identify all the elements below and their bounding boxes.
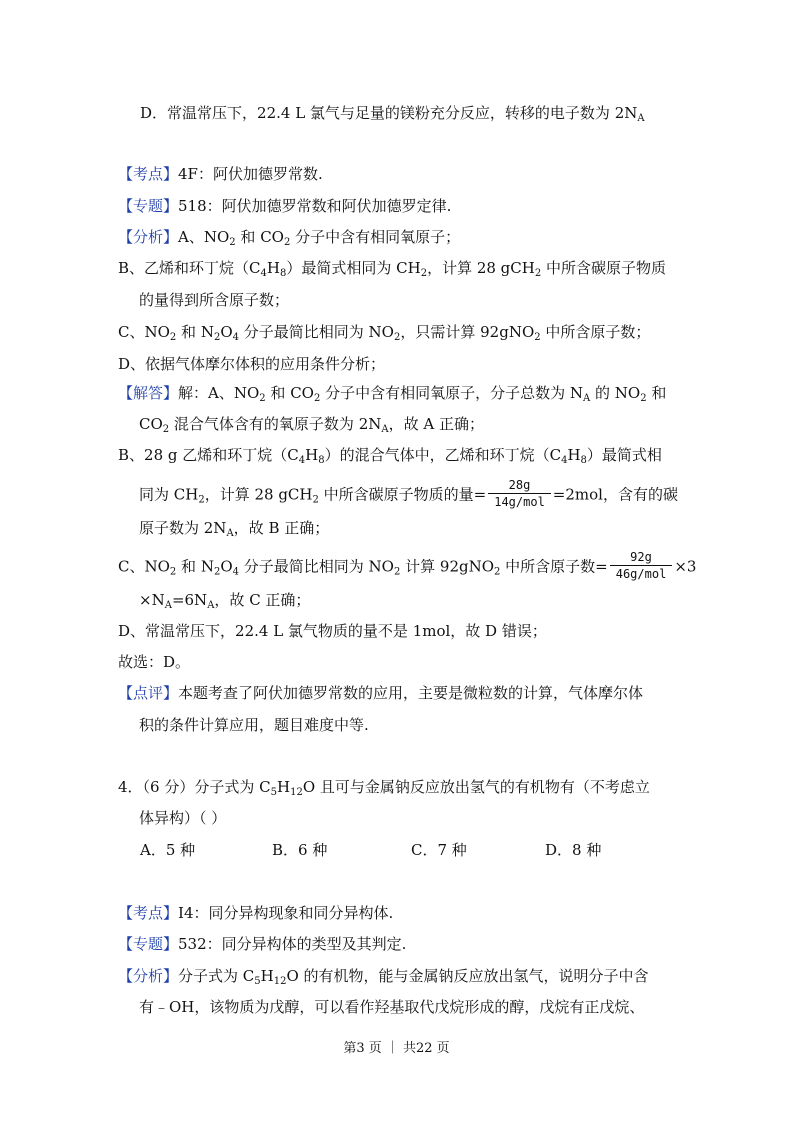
text-seg: 的 NO <box>590 384 641 402</box>
text-seg: ×N <box>139 591 165 609</box>
text-seg: H <box>266 259 280 277</box>
subscript: 2 <box>229 237 236 248</box>
jieda-b-line-1 <box>118 445 662 465</box>
subscript: 2 <box>213 332 221 343</box>
option-d-sub: A <box>637 113 645 124</box>
option-a[interactable]: A．5 种 <box>140 841 196 859</box>
text-seg: ，故 A 正确； <box>388 415 484 433</box>
text-seg: 同为 CH <box>139 485 199 504</box>
text-seg: 和 N <box>176 323 214 341</box>
subscript: 2 <box>162 424 170 435</box>
option-d-line <box>140 103 645 123</box>
text-seg: 解：A、NO <box>178 384 260 402</box>
jieda-b-line-3 <box>139 518 329 538</box>
text-seg: ）最简式相同为 CH <box>286 259 421 277</box>
subscript: A <box>583 393 591 404</box>
subscript: 2 <box>393 566 401 578</box>
text-seg: ，计算 28 gCH <box>204 485 313 504</box>
subscript: 2 <box>534 268 542 279</box>
q4-stem-line-1 <box>118 777 650 797</box>
text-seg: ，计算 28 gCH <box>427 259 535 277</box>
q4-fenxi-line-1 <box>118 966 649 986</box>
subscript: A <box>164 600 172 611</box>
dianping-line-2: 积的条件计算应用，题目难度中等. <box>139 716 369 734</box>
subscript: A <box>381 424 389 435</box>
text-seg: 混合气体含有的氧原子数为 2N <box>169 415 382 433</box>
zhuanti-line <box>118 196 451 216</box>
text-seg: 中所含碳原子物质 <box>541 259 667 277</box>
jieda-c-line-2 <box>139 590 310 610</box>
text-seg: 分子中含有相同氧原子，分子总数为 N <box>320 384 584 402</box>
q4-zhuanti-line <box>118 934 406 954</box>
kaodian-tag: 【考点】 <box>118 165 179 183</box>
subscript: 12 <box>290 787 303 798</box>
text-seg: 和 CO <box>265 384 314 402</box>
zhuanti-tag: 【专题】 <box>118 935 179 953</box>
option-d-text: D．常温常压下，22.4 L 氯气与足量的镁粉充分反应，转移的电子数为 2N <box>140 104 638 122</box>
text-seg: 分子式为 C <box>178 967 255 985</box>
text-seg: 和 CO <box>235 228 284 246</box>
q4-kaodian-line <box>118 903 393 923</box>
guxuan-line: 故选：D。 <box>118 653 191 671</box>
subscript: 2 <box>313 393 321 404</box>
option-d[interactable]: D．8 种 <box>545 841 602 859</box>
text-seg: =2mol，含有的碳 <box>552 485 678 504</box>
q4-stem-line-2: 体异构）（ ） <box>139 809 227 827</box>
text-seg: CO <box>139 415 163 433</box>
subscript: 2 <box>494 566 501 578</box>
subscript: 2 <box>198 494 205 506</box>
text-seg: I4：同分异构现象和同分异构体. <box>178 904 394 922</box>
text-seg: B、28 g 乙烯和环丁烷（C <box>118 446 299 464</box>
text-seg: H <box>276 778 291 796</box>
fenxi-c-line <box>118 322 650 342</box>
fraction-28g-14gmol <box>488 478 551 509</box>
text-seg: 532：同分异构体的类型及其判定. <box>178 935 407 953</box>
subscript: 4 <box>561 455 568 466</box>
text-seg: ，故 C 正确； <box>214 591 311 609</box>
jieda-tag: 【解答】 <box>118 384 179 402</box>
subscript: 4 <box>260 268 267 279</box>
text-seg: 分子最简比相同为 NO <box>239 323 394 341</box>
subscript: 5 <box>270 787 277 798</box>
fenxi-b-line-2: 的量得到所含原子数； <box>139 291 290 309</box>
subscript: 2 <box>259 393 266 404</box>
text-seg: C、NO <box>118 557 170 576</box>
subscript: 2 <box>283 237 291 248</box>
text-seg: 和 <box>646 384 667 402</box>
subscript: A <box>207 600 215 611</box>
fenxi-tag: 【分析】 <box>118 228 179 246</box>
text-seg: O 的有机物，能与金属钠反应放出氢气，说明分子中含 <box>286 967 649 985</box>
subscript: 8 <box>318 455 325 466</box>
text-seg: H <box>305 446 319 464</box>
text-seg: O 且可与金属钠反应放出氢气的有机物有（不考虑立 <box>302 778 650 796</box>
page-footer: 第3 页 ｜ 共22 页 <box>343 1041 450 1056</box>
jieda-line-2 <box>139 414 484 434</box>
subscript: 4 <box>298 455 306 466</box>
subscript: 2 <box>393 332 401 343</box>
kaodian-tag: 【考点】 <box>118 904 179 922</box>
fraction-denominator: 14g/mol <box>494 495 545 509</box>
text-seg: 和 N <box>176 557 214 576</box>
jieda-d-line: D、常温常压下，22.4 L 氯气物质的量不是 1mol，故 D 错误； <box>118 622 547 640</box>
jieda-line-1 <box>118 383 666 403</box>
text-seg: 分子最简比相同为 NO <box>239 557 394 576</box>
subscript: 2 <box>169 566 177 578</box>
zhuanti-tag: 【专题】 <box>118 197 179 215</box>
text-seg: O <box>220 323 233 341</box>
fraction-numerator: 28g <box>488 478 551 494</box>
jieda-b-line-2 <box>139 480 678 511</box>
subscript: A <box>226 528 234 539</box>
text-seg: 中所含原子数； <box>540 323 651 341</box>
text-seg: ×3 <box>674 557 697 576</box>
text-seg: O <box>220 557 233 576</box>
text-seg: ）的混合气体中，乙烯和环丁烷（C <box>324 446 562 464</box>
dianping-tag: 【点评】 <box>118 684 179 702</box>
fenxi-b-line-1 <box>118 258 666 278</box>
dianping-line-1 <box>118 683 643 703</box>
text-seg: ，只需计算 92gNO <box>400 323 535 341</box>
subscript: 8 <box>580 455 587 466</box>
text-seg: 中所含原子数= <box>500 557 608 576</box>
subscript: 2 <box>640 393 647 404</box>
text-seg: A、NO <box>178 228 230 246</box>
subscript: 2 <box>534 332 541 343</box>
text-seg: 本题考查了阿伏加德罗常数的应用，主要是微粒数的计算，气体摩尔体 <box>178 684 644 702</box>
text-seg: 计算 92gNO <box>400 557 495 576</box>
subscript: 2 <box>420 268 428 279</box>
kaodian-text: 4F：阿伏加德罗常数. <box>178 165 323 183</box>
q4-fenxi-line-2: 有﹣OH，该物质为戊醇，可以看作羟基取代戊烷形成的醇，戊烷有正戊烷、 <box>139 998 645 1016</box>
text-seg: ，故 B 正确； <box>233 519 330 537</box>
fraction-numerator: 92g <box>610 550 673 566</box>
subscript: 4 <box>232 332 240 343</box>
subscript: 2 <box>213 566 221 578</box>
subscript: 12 <box>273 976 287 987</box>
fenxi-tag: 【分析】 <box>118 967 179 985</box>
text-seg: 4．（6 分）分子式为 C <box>118 778 271 796</box>
text-seg: =6N <box>171 591 208 609</box>
text-seg: 中所含碳原子物质的量= <box>318 485 487 504</box>
option-c[interactable]: C．7 种 <box>411 841 467 859</box>
text-seg: C、NO <box>118 323 170 341</box>
text-seg: H <box>567 446 581 464</box>
subscript: 4 <box>232 566 240 578</box>
text-seg: ）最简式相 <box>586 446 662 464</box>
option-b[interactable]: B．6 种 <box>272 841 328 859</box>
text-seg: 分子中含有相同氧原子； <box>290 228 461 246</box>
text-seg: 原子数为 2N <box>139 519 227 537</box>
subscript: 5 <box>254 976 261 987</box>
kaodian-line <box>118 164 323 184</box>
fraction-denominator: 46g/mol <box>615 567 667 581</box>
subscript: 2 <box>312 494 319 506</box>
subscript: 8 <box>279 268 287 279</box>
text-seg: B、乙烯和环丁烷（C <box>118 259 261 277</box>
fenxi-d-line: D、依据气体摩尔体积的应用条件分析； <box>118 355 386 373</box>
zhuanti-text: 518：阿伏加德罗常数和阿伏加德罗定律. <box>178 197 452 215</box>
text-seg: H <box>260 967 274 985</box>
subscript: 2 <box>169 332 177 343</box>
fenxi-a-line <box>118 227 460 247</box>
jieda-c-line-1 <box>118 552 696 583</box>
fraction-92g-46gmol <box>610 550 673 581</box>
